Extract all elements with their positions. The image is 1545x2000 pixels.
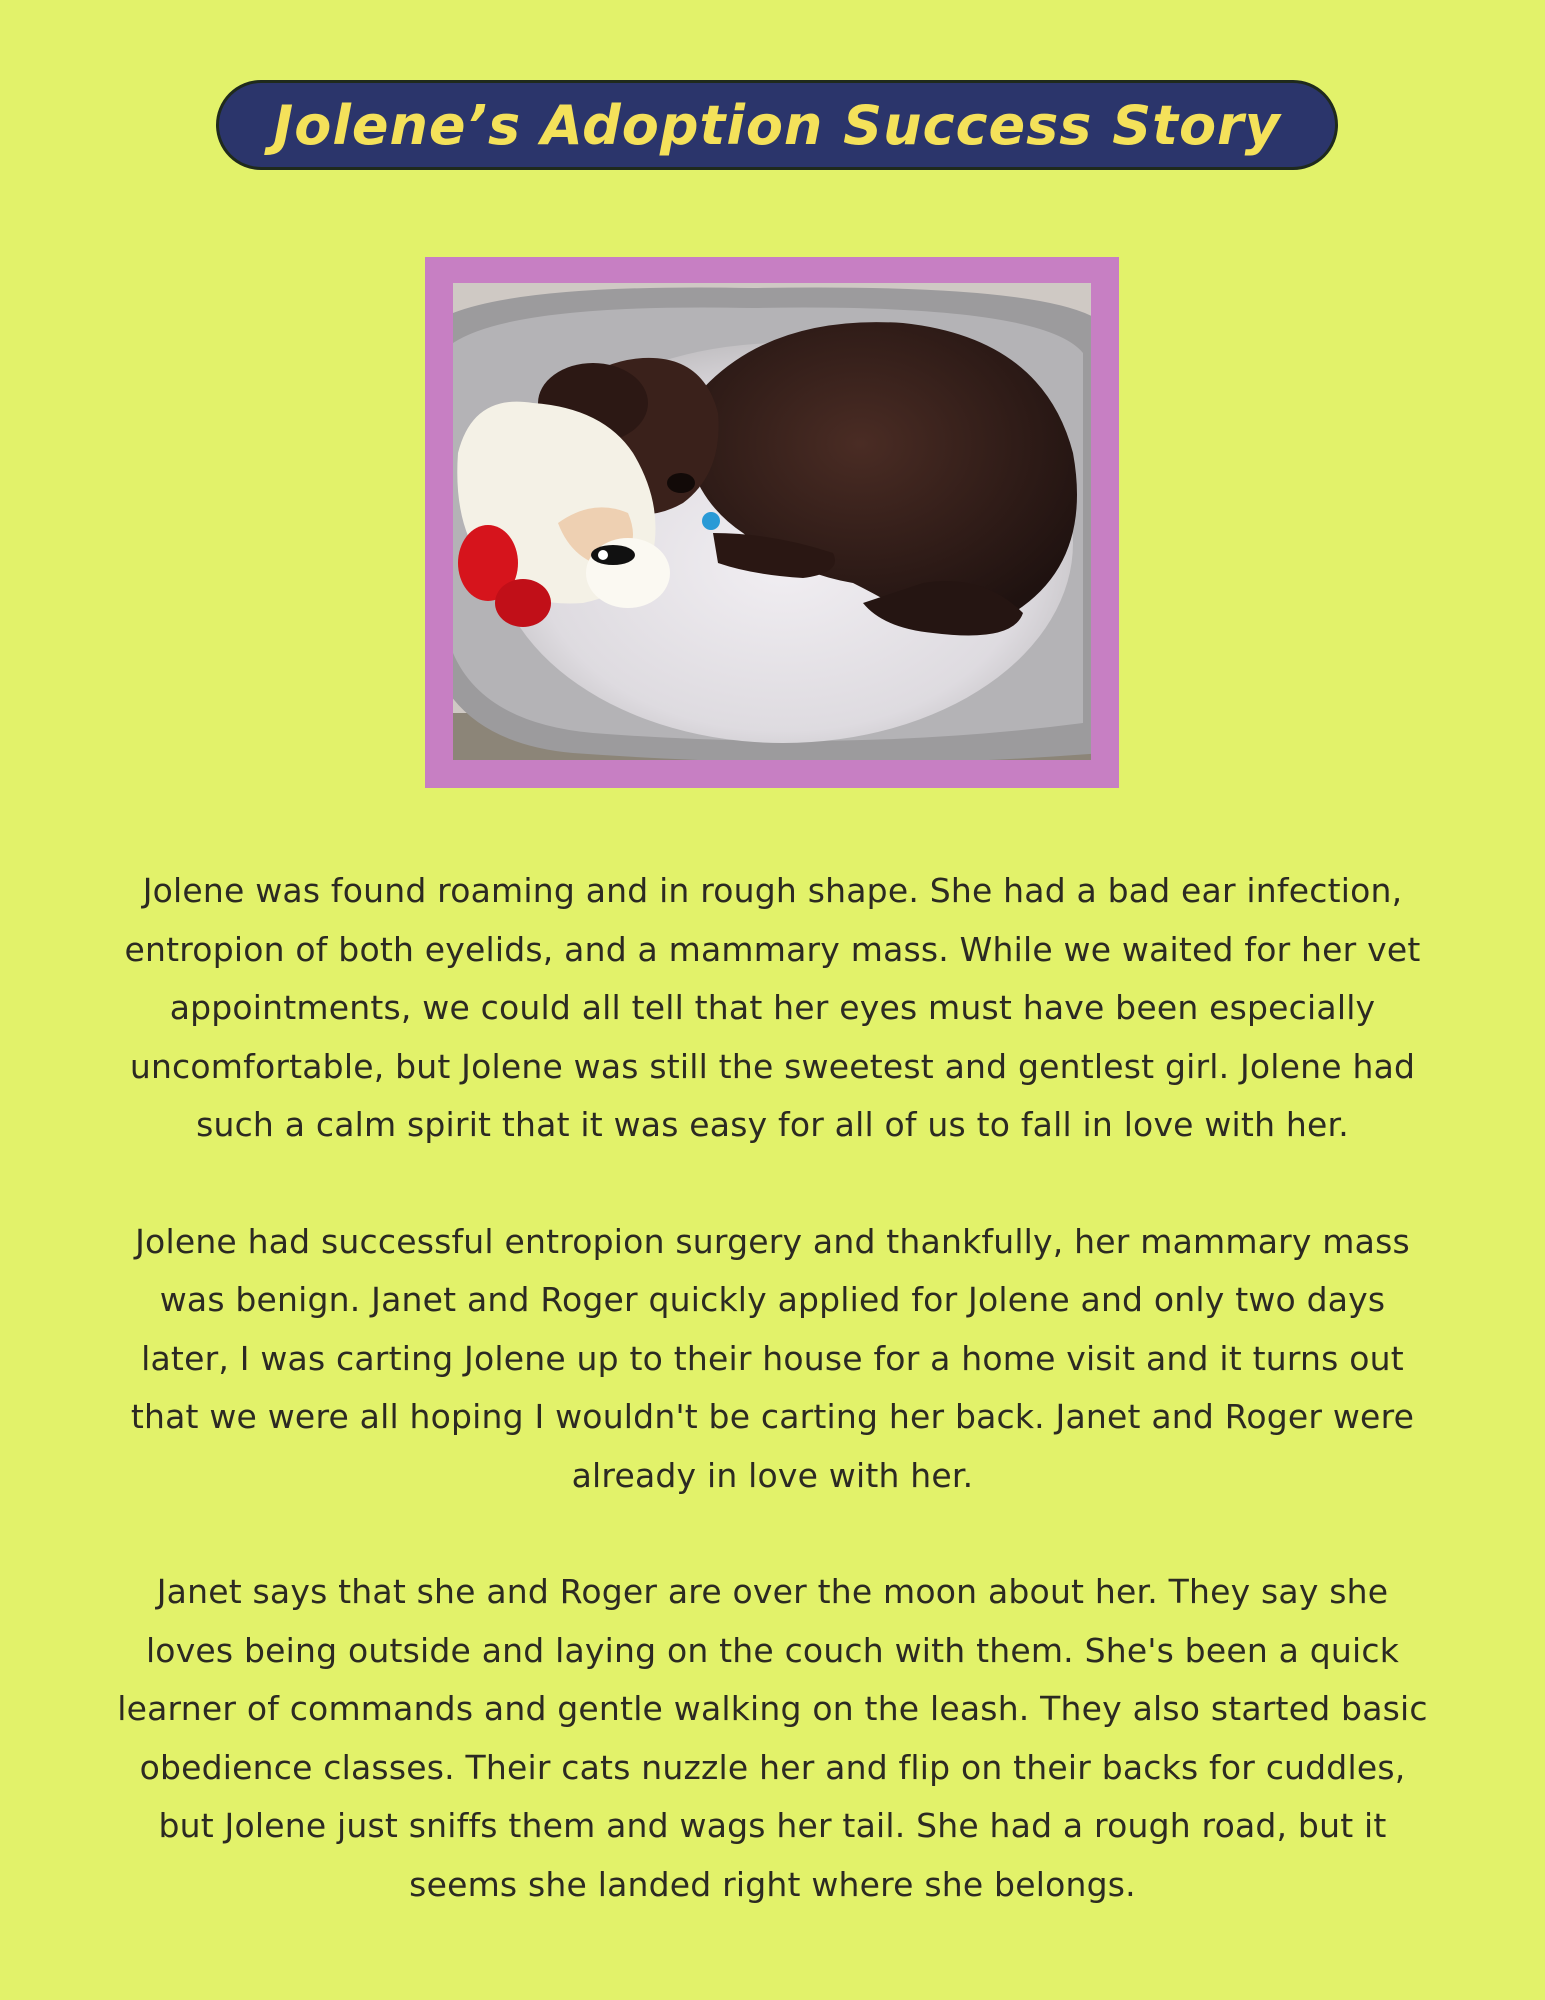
title-banner: [216, 80, 1338, 170]
page-title: Jolene’s Adoption Success Story: [273, 93, 1281, 157]
story-paragraph-1: Jolene was found roaming and in rough shape. She had a bad ear infection, entropion of both eyelids, and a mammary mass. While we waited for her vet appointments, we could all tell that her eyes must have been especially uncomfortable, but Jolene was still the sweetest and gentlest girl. Jolene had such a calm spirit that it was easy for all of us to fall in love with her.: [124, 871, 1421, 1144]
photo-frame: [425, 257, 1119, 788]
story-paragraph-2: Jolene had successful entropion surgery and thankfully, her mammary mass was benign. Janet and Roger quickly applied for Jolene and only two days later, I was carting Jolene up to their house for a home visit and it turns out that we were all hoping I wouldn't be carting her back. Janet and Roger were already in love with her.: [130, 1221, 1415, 1495]
story-paragraph-3: Janet says that she and Roger are over the moon about her. They say she loves being outside and laying on the couch with them. She's been a quick learner of commands and gentle walking on the leash. They also started basic obedience classes. Their cats nuzzle her and flip on their backs for cuddles, but Jolene just sniffs them and wags her tail. She had a rough road, but it seems she landed right where she belongs.: [117, 1572, 1428, 1904]
dog-photo: [453, 283, 1091, 760]
story-body: [30, 862, 1515, 1914]
